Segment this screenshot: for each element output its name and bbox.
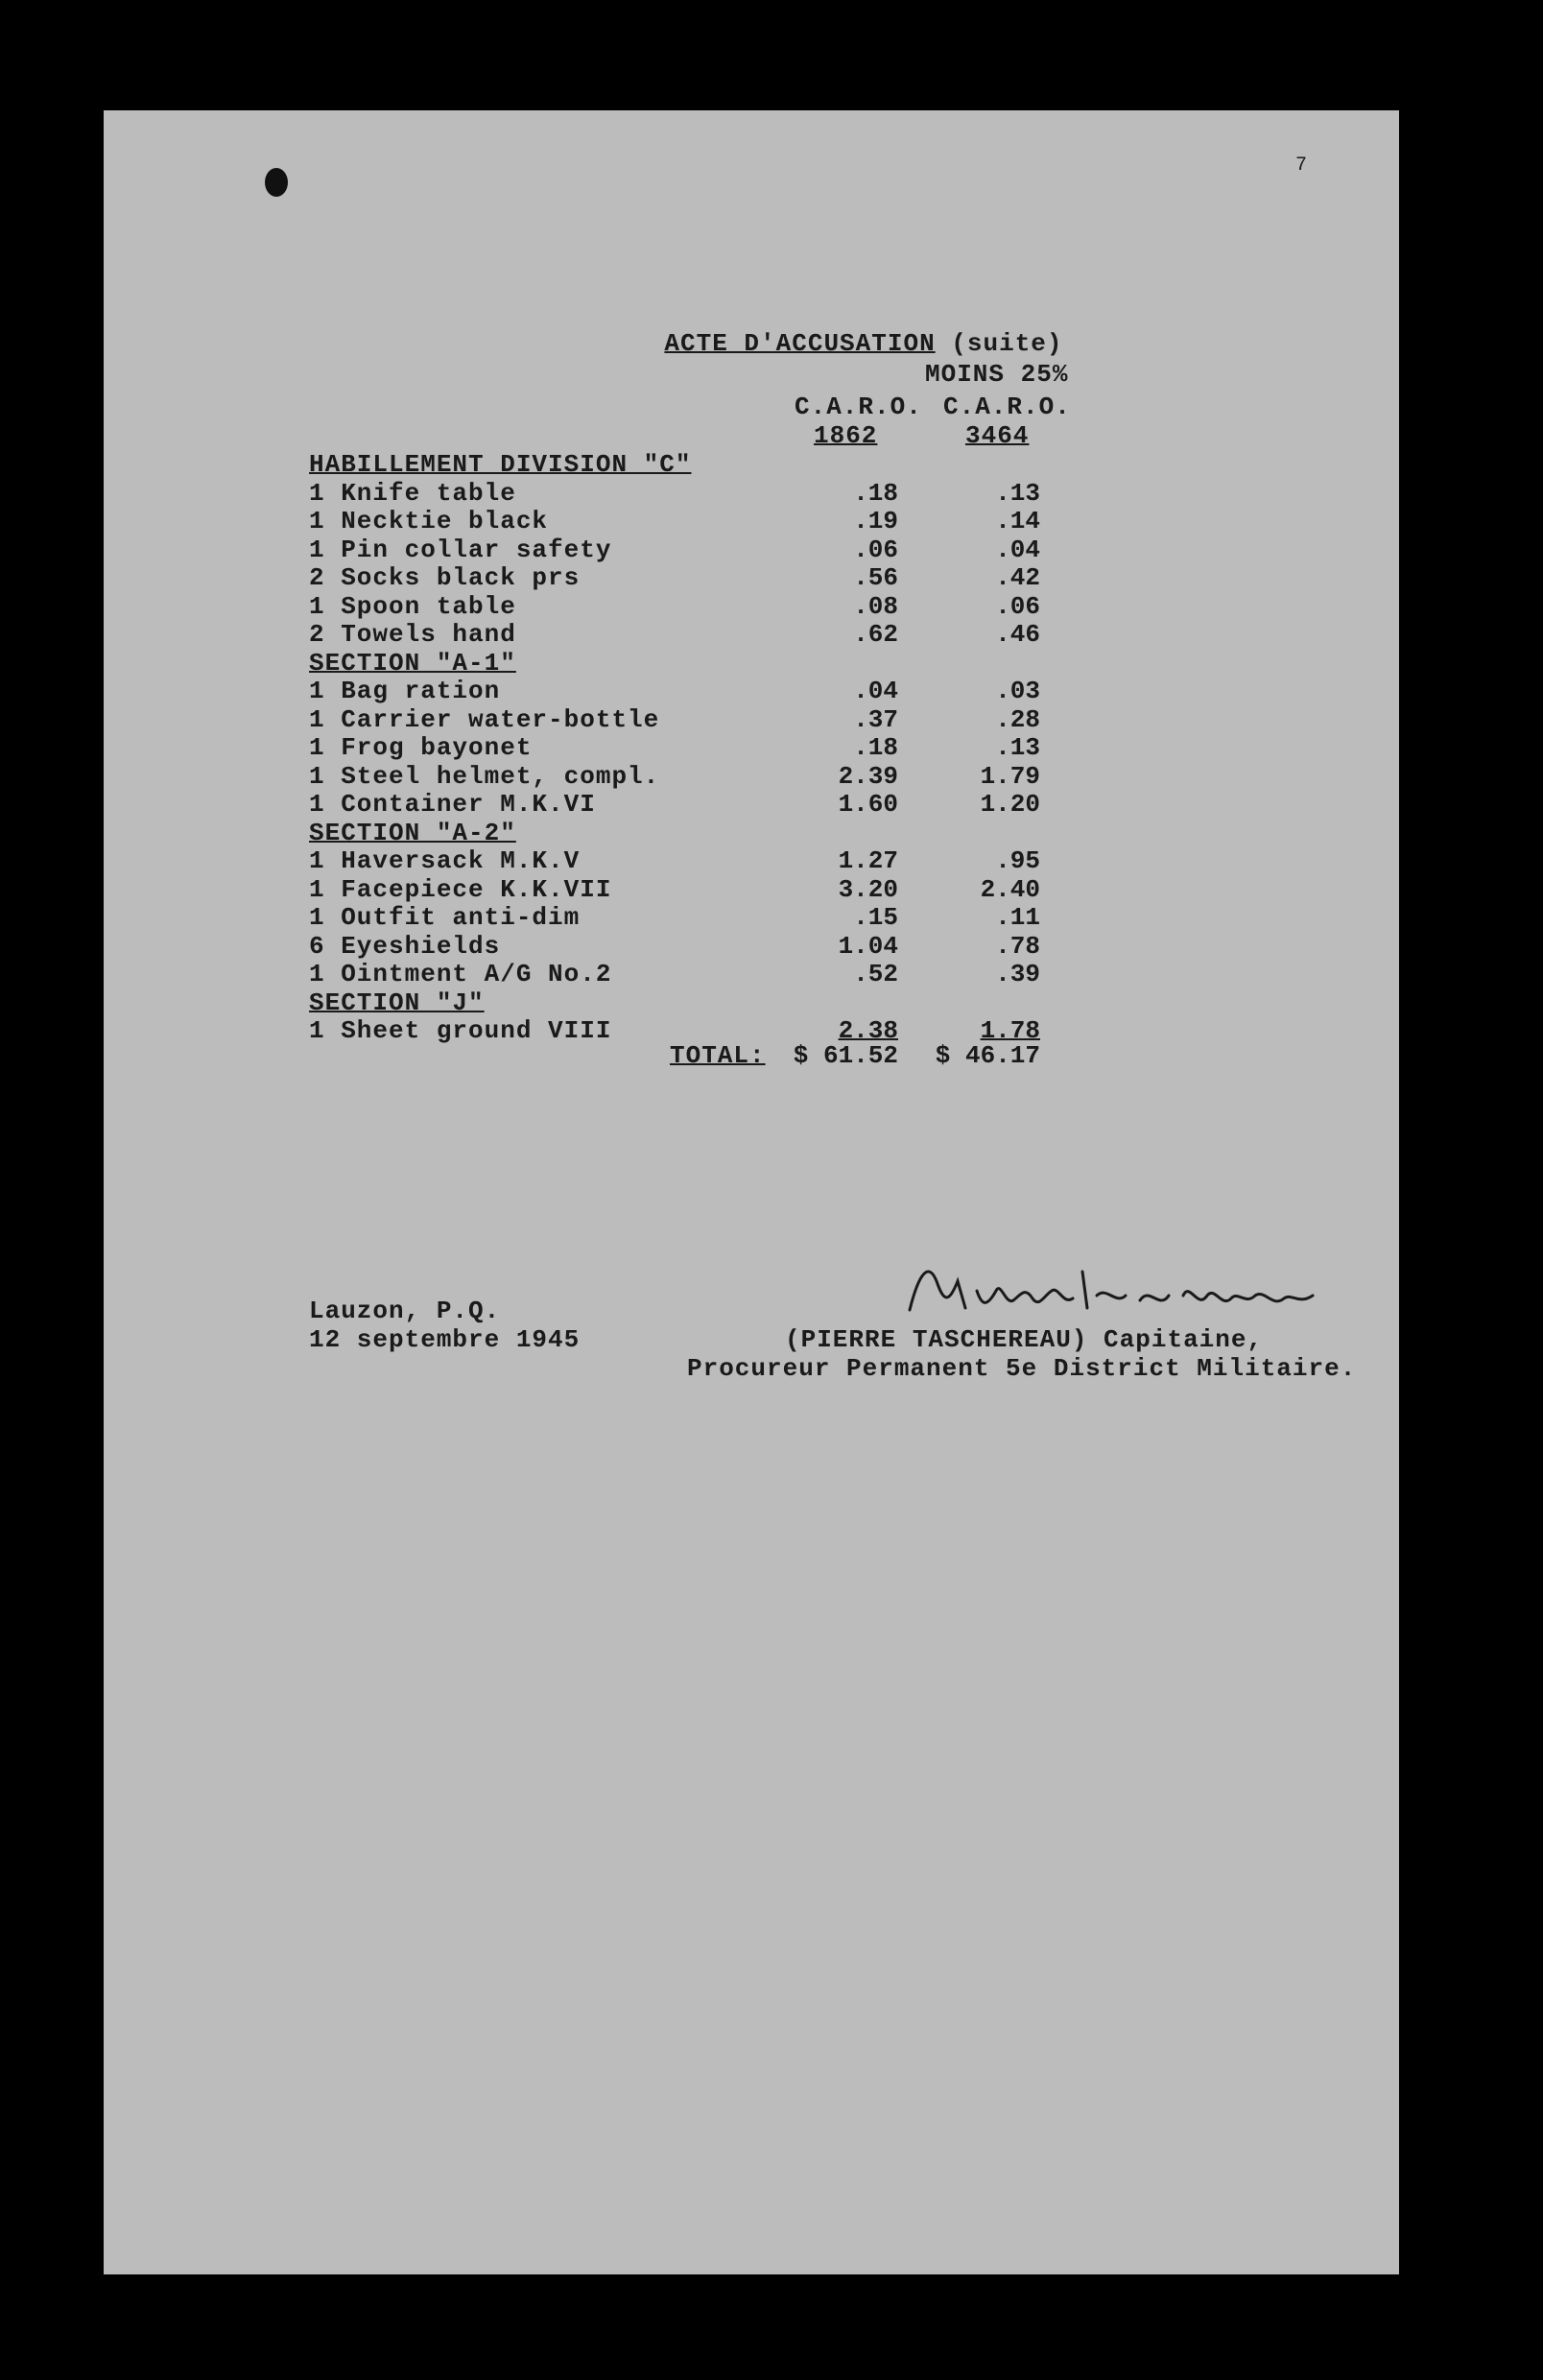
value-col1: .18 bbox=[853, 733, 898, 762]
item-label: 1 Knife table bbox=[309, 478, 516, 508]
page-number: 7 bbox=[1295, 155, 1308, 177]
value-col2: .13 bbox=[995, 733, 1040, 762]
section-heading: SECTION "J" bbox=[309, 988, 485, 1017]
document-title: ACTE D'ACCUSATION bbox=[664, 329, 936, 358]
item-label: 1 Facepiece K.K.VII bbox=[309, 874, 612, 904]
value-col2: .28 bbox=[995, 704, 1040, 734]
value-col2: .06 bbox=[995, 591, 1040, 621]
value-col2: .04 bbox=[995, 535, 1040, 564]
value-col2: 1.20 bbox=[980, 790, 1040, 819]
item-label: 1 Carrier water-bottle bbox=[309, 704, 660, 734]
section-heading: SECTION "A-2" bbox=[309, 818, 516, 847]
value-col2: .95 bbox=[995, 846, 1040, 875]
value-col2: 1.79 bbox=[980, 761, 1040, 791]
item-label: 1 Steel helmet, compl. bbox=[309, 761, 660, 791]
document-page bbox=[104, 110, 1399, 2274]
value-col2: .39 bbox=[995, 960, 1040, 988]
item-label: 1 Sheet ground VIII bbox=[309, 1016, 612, 1045]
value-col1: 1.60 bbox=[838, 790, 898, 819]
total-col1: $ 61.52 bbox=[793, 1041, 898, 1070]
value-col1: .06 bbox=[853, 535, 898, 564]
total-label: TOTAL: bbox=[670, 1041, 766, 1070]
signatory-name: (PIERRE TASCHEREAU) Capitaine, bbox=[785, 1325, 1264, 1354]
title-suffix: (suite) bbox=[951, 329, 1063, 358]
value-col2: .46 bbox=[995, 620, 1040, 649]
total-col2: $ 46.17 bbox=[935, 1041, 1040, 1070]
value-col2: .03 bbox=[995, 677, 1040, 705]
value-col2: 1.78 bbox=[980, 1016, 1040, 1045]
col1-label: C.A.R.O. bbox=[795, 393, 922, 421]
item-label: 1 Spoon table bbox=[309, 591, 516, 621]
value-col1: .04 bbox=[853, 677, 898, 705]
section-heading: HABILLEMENT DIVISION "C" bbox=[309, 450, 692, 479]
value-col1: 2.38 bbox=[838, 1016, 898, 1045]
section-heading: SECTION "A-1" bbox=[309, 648, 516, 678]
value-col1: .15 bbox=[853, 903, 898, 932]
item-label: 1 Outfit anti-dim bbox=[309, 903, 581, 932]
col2-label: C.A.R.O. bbox=[943, 393, 1071, 421]
signatory-title: Procureur Permanent 5e District Militaire. bbox=[687, 1354, 1357, 1383]
value-col1: .62 bbox=[853, 620, 898, 649]
value-col1: .18 bbox=[853, 478, 898, 508]
signature bbox=[890, 1252, 1341, 1329]
col2-number: 3464 bbox=[965, 421, 1030, 450]
place: Lauzon, P.Q. bbox=[309, 1297, 501, 1325]
value-col2: .14 bbox=[995, 507, 1040, 536]
item-label: 2 Socks black prs bbox=[309, 563, 581, 592]
item-label: 1 Container M.K.VI bbox=[309, 790, 596, 819]
moins-label: MOINS 25% bbox=[925, 360, 1069, 389]
value-col1: 2.39 bbox=[838, 761, 898, 791]
value-col1: .52 bbox=[853, 960, 898, 988]
value-col1: 1.27 bbox=[838, 846, 898, 875]
item-label: 1 Frog bayonet bbox=[309, 733, 533, 762]
value-col1: .19 bbox=[853, 507, 898, 536]
item-label: 2 Towels hand bbox=[309, 620, 516, 649]
punch-hole bbox=[265, 168, 288, 197]
value-col1: .56 bbox=[853, 563, 898, 592]
value-col2: .13 bbox=[995, 478, 1040, 508]
item-label: 6 Eyeshields bbox=[309, 931, 501, 961]
item-label: 1 Necktie black bbox=[309, 507, 549, 536]
item-label: 1 Haversack M.K.V bbox=[309, 846, 581, 875]
value-col2: .78 bbox=[995, 931, 1040, 961]
value-col1: 1.04 bbox=[838, 931, 898, 961]
item-label: 1 Pin collar safety bbox=[309, 535, 612, 564]
item-label: 1 Ointment A/G No.2 bbox=[309, 960, 612, 988]
value-col1: .37 bbox=[853, 704, 898, 734]
value-col2: 2.40 bbox=[980, 874, 1040, 904]
value-col2: .42 bbox=[995, 563, 1040, 592]
value-col2: .11 bbox=[995, 903, 1040, 932]
value-col1: 3.20 bbox=[838, 874, 898, 904]
col1-number: 1862 bbox=[814, 421, 878, 450]
value-col1: .08 bbox=[853, 591, 898, 621]
date: 12 septembre 1945 bbox=[309, 1325, 581, 1354]
item-label: 1 Bag ration bbox=[309, 677, 501, 705]
